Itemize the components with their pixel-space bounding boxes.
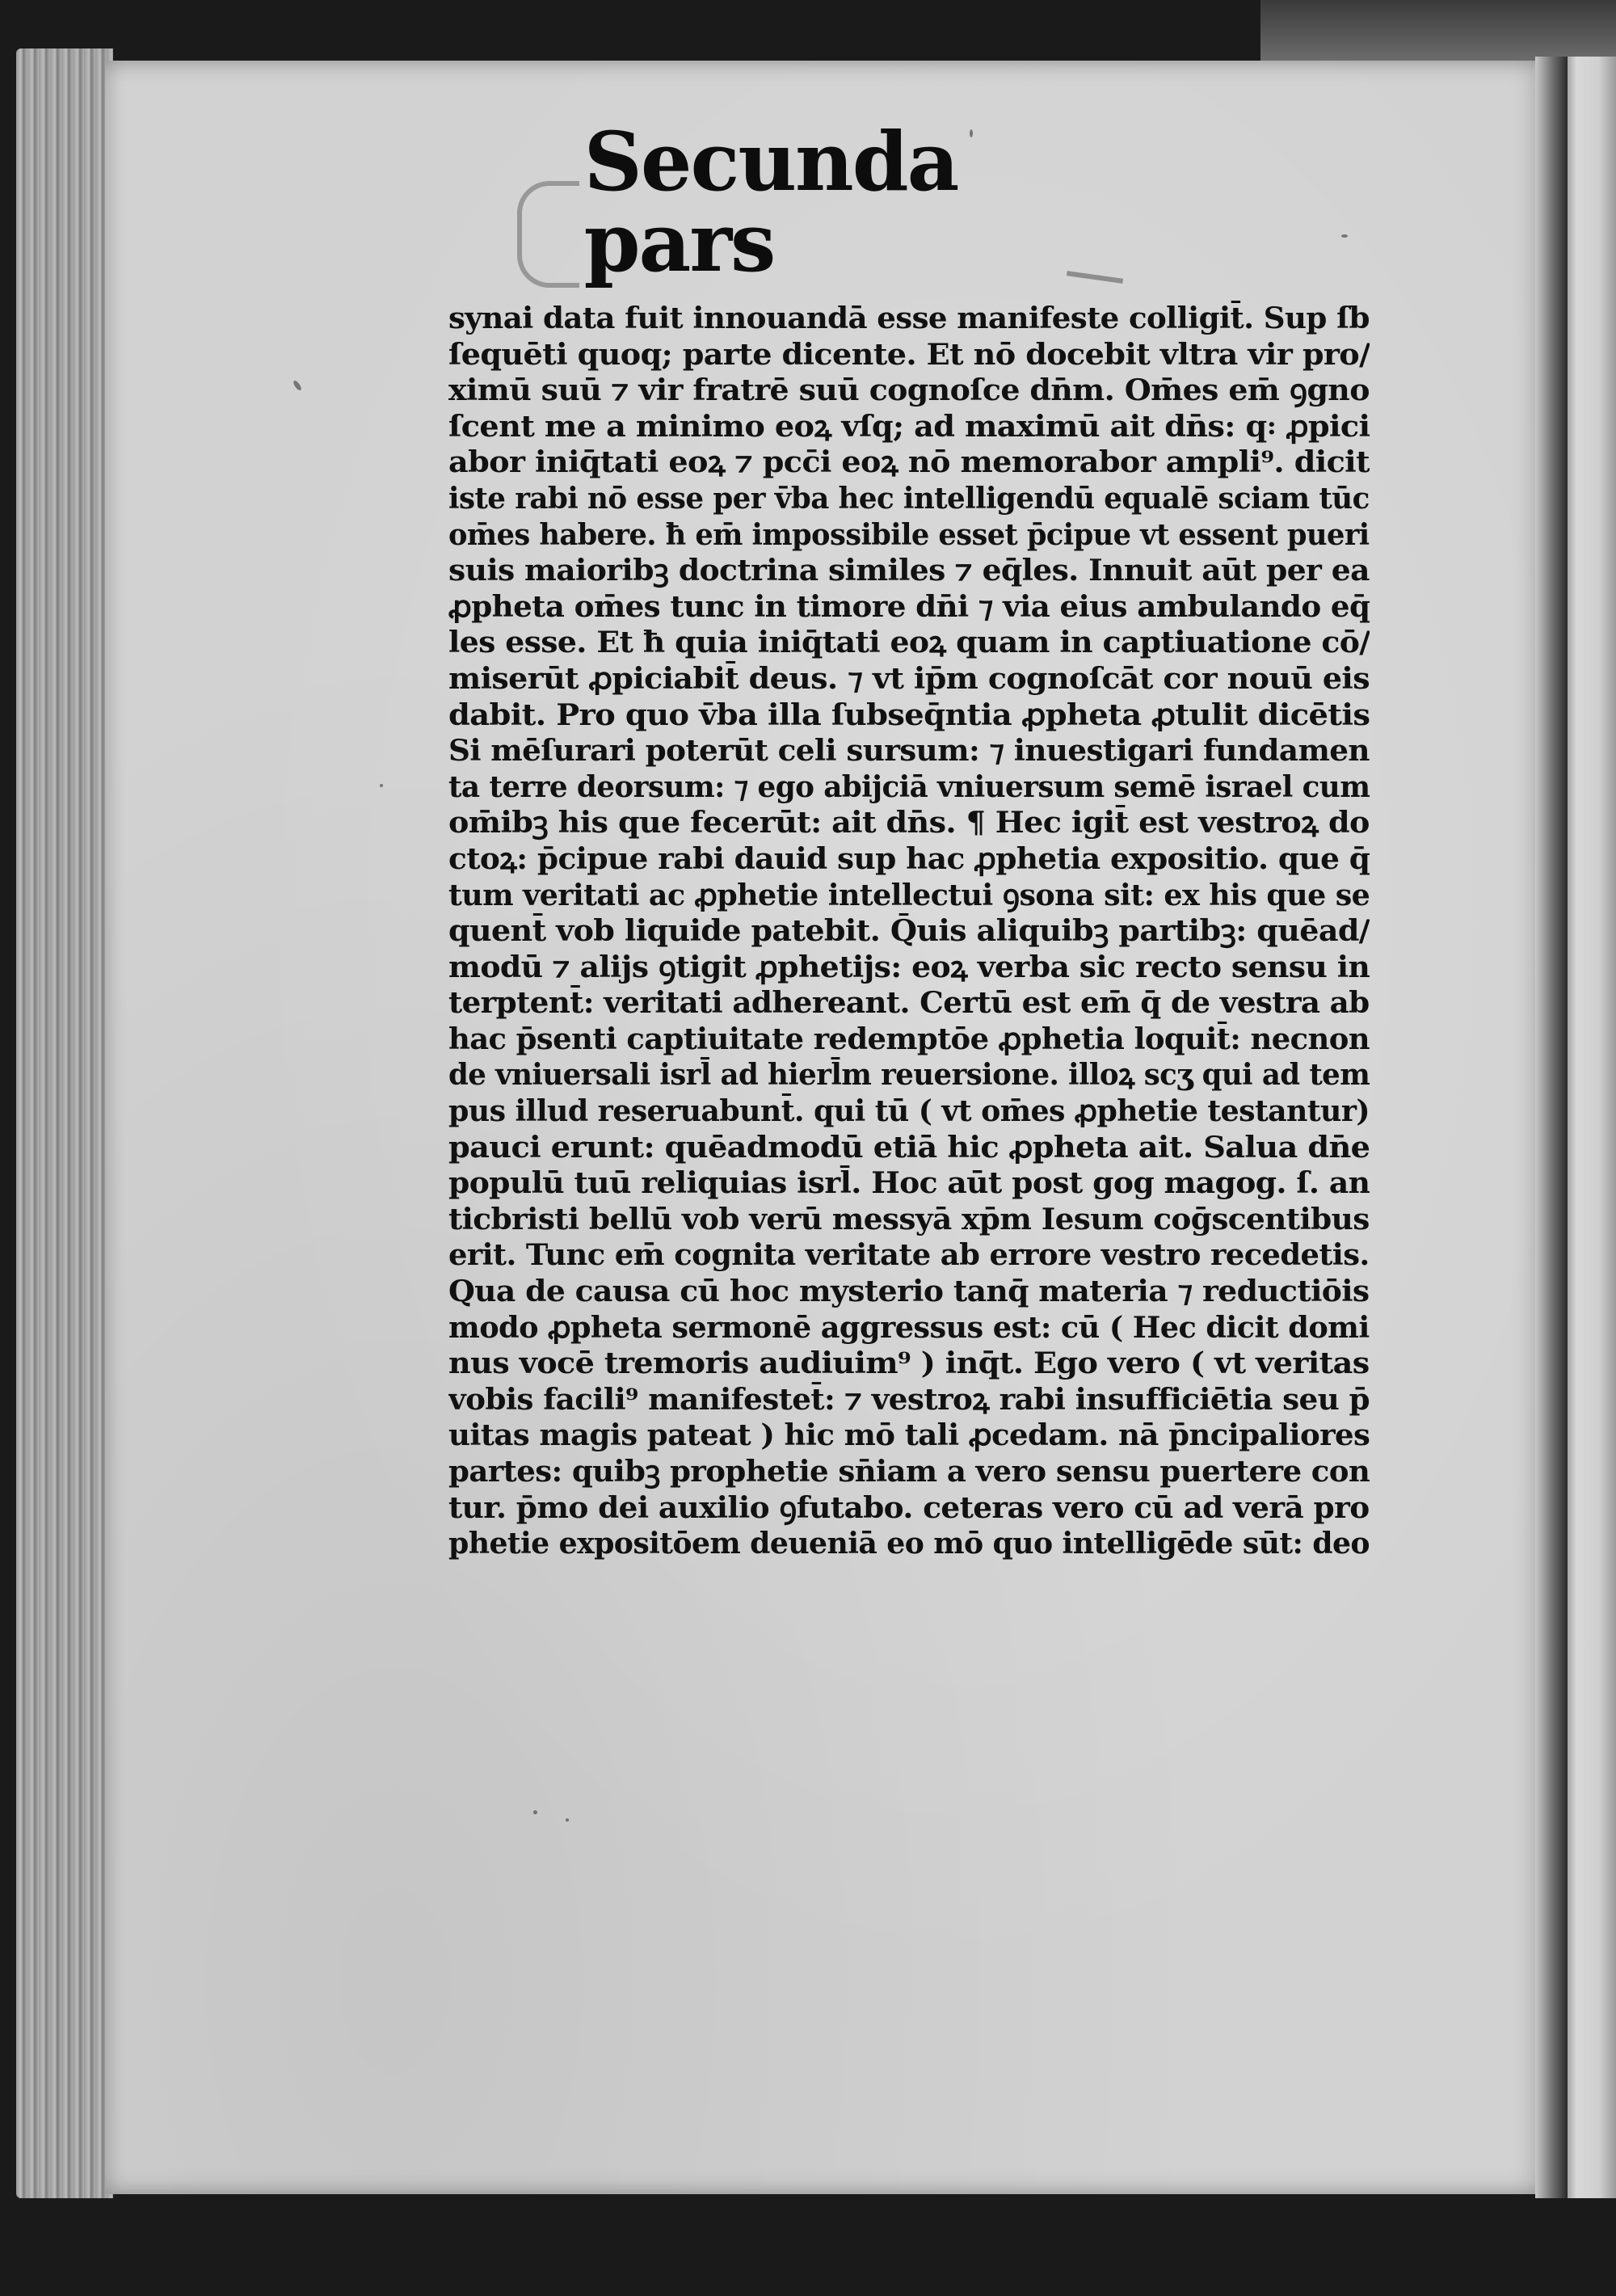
text-line: vobis facili⁹ manifestet̄: ⁊ vestroꝝ rabi insufficiētia seu p̄ bbox=[448, 1382, 1370, 1417]
text-line: uitas magis pateat ) hic mō tali ꝓcedam. nā p̄ncipaliores bbox=[448, 1418, 1370, 1453]
text-line: erit. Tunc em̄ cognita veritate ab errore vestro recedetis. bbox=[448, 1238, 1370, 1273]
text-line: ta terre deorsum: ⁊ ego abijciā vniuersum semē israel cum bbox=[448, 769, 1370, 804]
initial-capital-frame bbox=[517, 181, 579, 288]
text-line: nus vocē tremoris audiuim⁹ ) inq̄t. Ego vero ( vt veritas bbox=[448, 1346, 1370, 1381]
text-line: partes: quibꝫ prophetie sn̄iam a vero sensu puertere con bbox=[448, 1455, 1370, 1489]
paper-speck bbox=[1341, 234, 1348, 238]
binding-top bbox=[1260, 0, 1616, 65]
text-line: iste rabi nō esse per v̄ba hec intelligendū equalē sciam tūc bbox=[448, 481, 1370, 516]
text-line: suis maioribꝫ doctrina similes ⁊ eq̄les. Innuit aūt per ea bbox=[448, 554, 1370, 588]
text-line: ticbristi bellū vob verū messyā xp̄m Iesum coḡscentibus bbox=[448, 1202, 1370, 1236]
text-line: ximū suū ⁊ vir fratrē suū cognoſce dn̄m. Om̄es em̄ ꝯgno bbox=[448, 373, 1370, 408]
text-line: populū tuū reliquias isrl̄. Hoc aūt post gog magog. ſ. an bbox=[448, 1166, 1370, 1201]
running-head-text: Secunda pars bbox=[583, 114, 958, 290]
text-line: om̄ibꝫ his que fecerūt: ait dn̄s. ¶ Hec igit̄ est vestroꝝ do bbox=[448, 806, 1370, 840]
text-line: om̄es habere. ħ em̄ impossibile esset p̄cipue vt essent pueri bbox=[448, 517, 1370, 552]
running-head bbox=[517, 114, 1164, 290]
text-line: tur. p̄mo dei auxilio ꝯfutabo. ceteras vero cū ad verā pro bbox=[448, 1490, 1370, 1525]
text-line: phetie expositōem deueniā eo mō quo intelligēde sūt: deo bbox=[448, 1527, 1370, 1561]
text-line: synai data fuit innouandā esse manifeste colligit̄. Sup ſb bbox=[448, 301, 1370, 335]
text-line: terptent̄: veritati adhereant. Certū est em̄ q̄ de vestra ab bbox=[448, 986, 1370, 1021]
paper-speck bbox=[380, 784, 383, 787]
paper-speck bbox=[566, 1818, 569, 1822]
text-line: dabit. Pro quo v̄ba illa ſubseq̄ntia ꝓpheta ꝓtulit dicētis bbox=[448, 697, 1370, 732]
text-line: de vniuersali isrl̄ ad hierl̄m reuersione. illoꝝ scʒ qui ad tem bbox=[448, 1058, 1370, 1093]
text-line: pauci erunt: quēadmodū etiā hic ꝓpheta ait. Salua dn̄e bbox=[448, 1130, 1370, 1165]
text-line: modo ꝓpheta sermonē aggressus est: cū ( Hec dicit domi bbox=[448, 1310, 1370, 1345]
facing-page-edge bbox=[1559, 57, 1616, 2198]
paper-speck bbox=[970, 129, 973, 137]
body-text bbox=[448, 301, 1370, 1562]
page-gutter-shadow bbox=[1535, 57, 1568, 2198]
text-line: modū ⁊ alijs ꝯtigit ꝓphetijs: eoꝝ verba sic recto sensu in bbox=[448, 950, 1370, 984]
text-line: ſcent me a minimo eoꝝ vſq; ad maximū ait dn̄s: q꞉ ꝓpici bbox=[448, 409, 1370, 444]
text-line: hac p̄senti captiuitate redemptōe ꝓphetia loquit̄: necnon bbox=[448, 1022, 1370, 1056]
text-line: quent̄ vob liquide patebit. Q̄uis aliquibꝫ partibꝫ: quēad/ bbox=[448, 914, 1370, 949]
text-line: Qua de causa cū hoc mysterio tanq̄ materia ⁊ reductiōis bbox=[448, 1274, 1370, 1309]
text-line: miserūt ꝓpiciabit̄ deus. ⁊ vt ip̄m cognoſcāt cor nouū eis bbox=[448, 661, 1370, 696]
left-page-edges bbox=[16, 48, 113, 2198]
text-line: tum veritati ac ꝓphetie intellectui ꝯsona sit: ex his que se bbox=[448, 878, 1370, 912]
paper-speck bbox=[533, 1810, 537, 1814]
text-line: abor iniq̄tati eoꝝ ⁊ pcc̄i eoꝝ nō memorabor ampli⁹. dicit bbox=[448, 445, 1370, 480]
text-line: pus illud reseruabunt̄. qui tū ( vt om̄es ꝓphetie testantur) bbox=[448, 1094, 1370, 1129]
text-line: ctoꝝ: p̄cipue rabi dauid sup hac ꝓphetia expositio. que q̄ bbox=[448, 841, 1370, 876]
text-line: ꝓpheta om̄es tunc in timore dn̄i ⁊ via eius ambulando eq̄ bbox=[448, 589, 1370, 624]
text-line: ſequēti quoq; parte dicente. Et nō docebit vltra vir pro/ bbox=[448, 337, 1370, 372]
text-line: les esse. Et ħ quia iniq̄tati eoꝝ quam in captiuatione cō/ bbox=[448, 626, 1370, 660]
text-line: Si mēſurari poterūt celi sursum: ⁊ inuestigari fundamen bbox=[448, 734, 1370, 769]
